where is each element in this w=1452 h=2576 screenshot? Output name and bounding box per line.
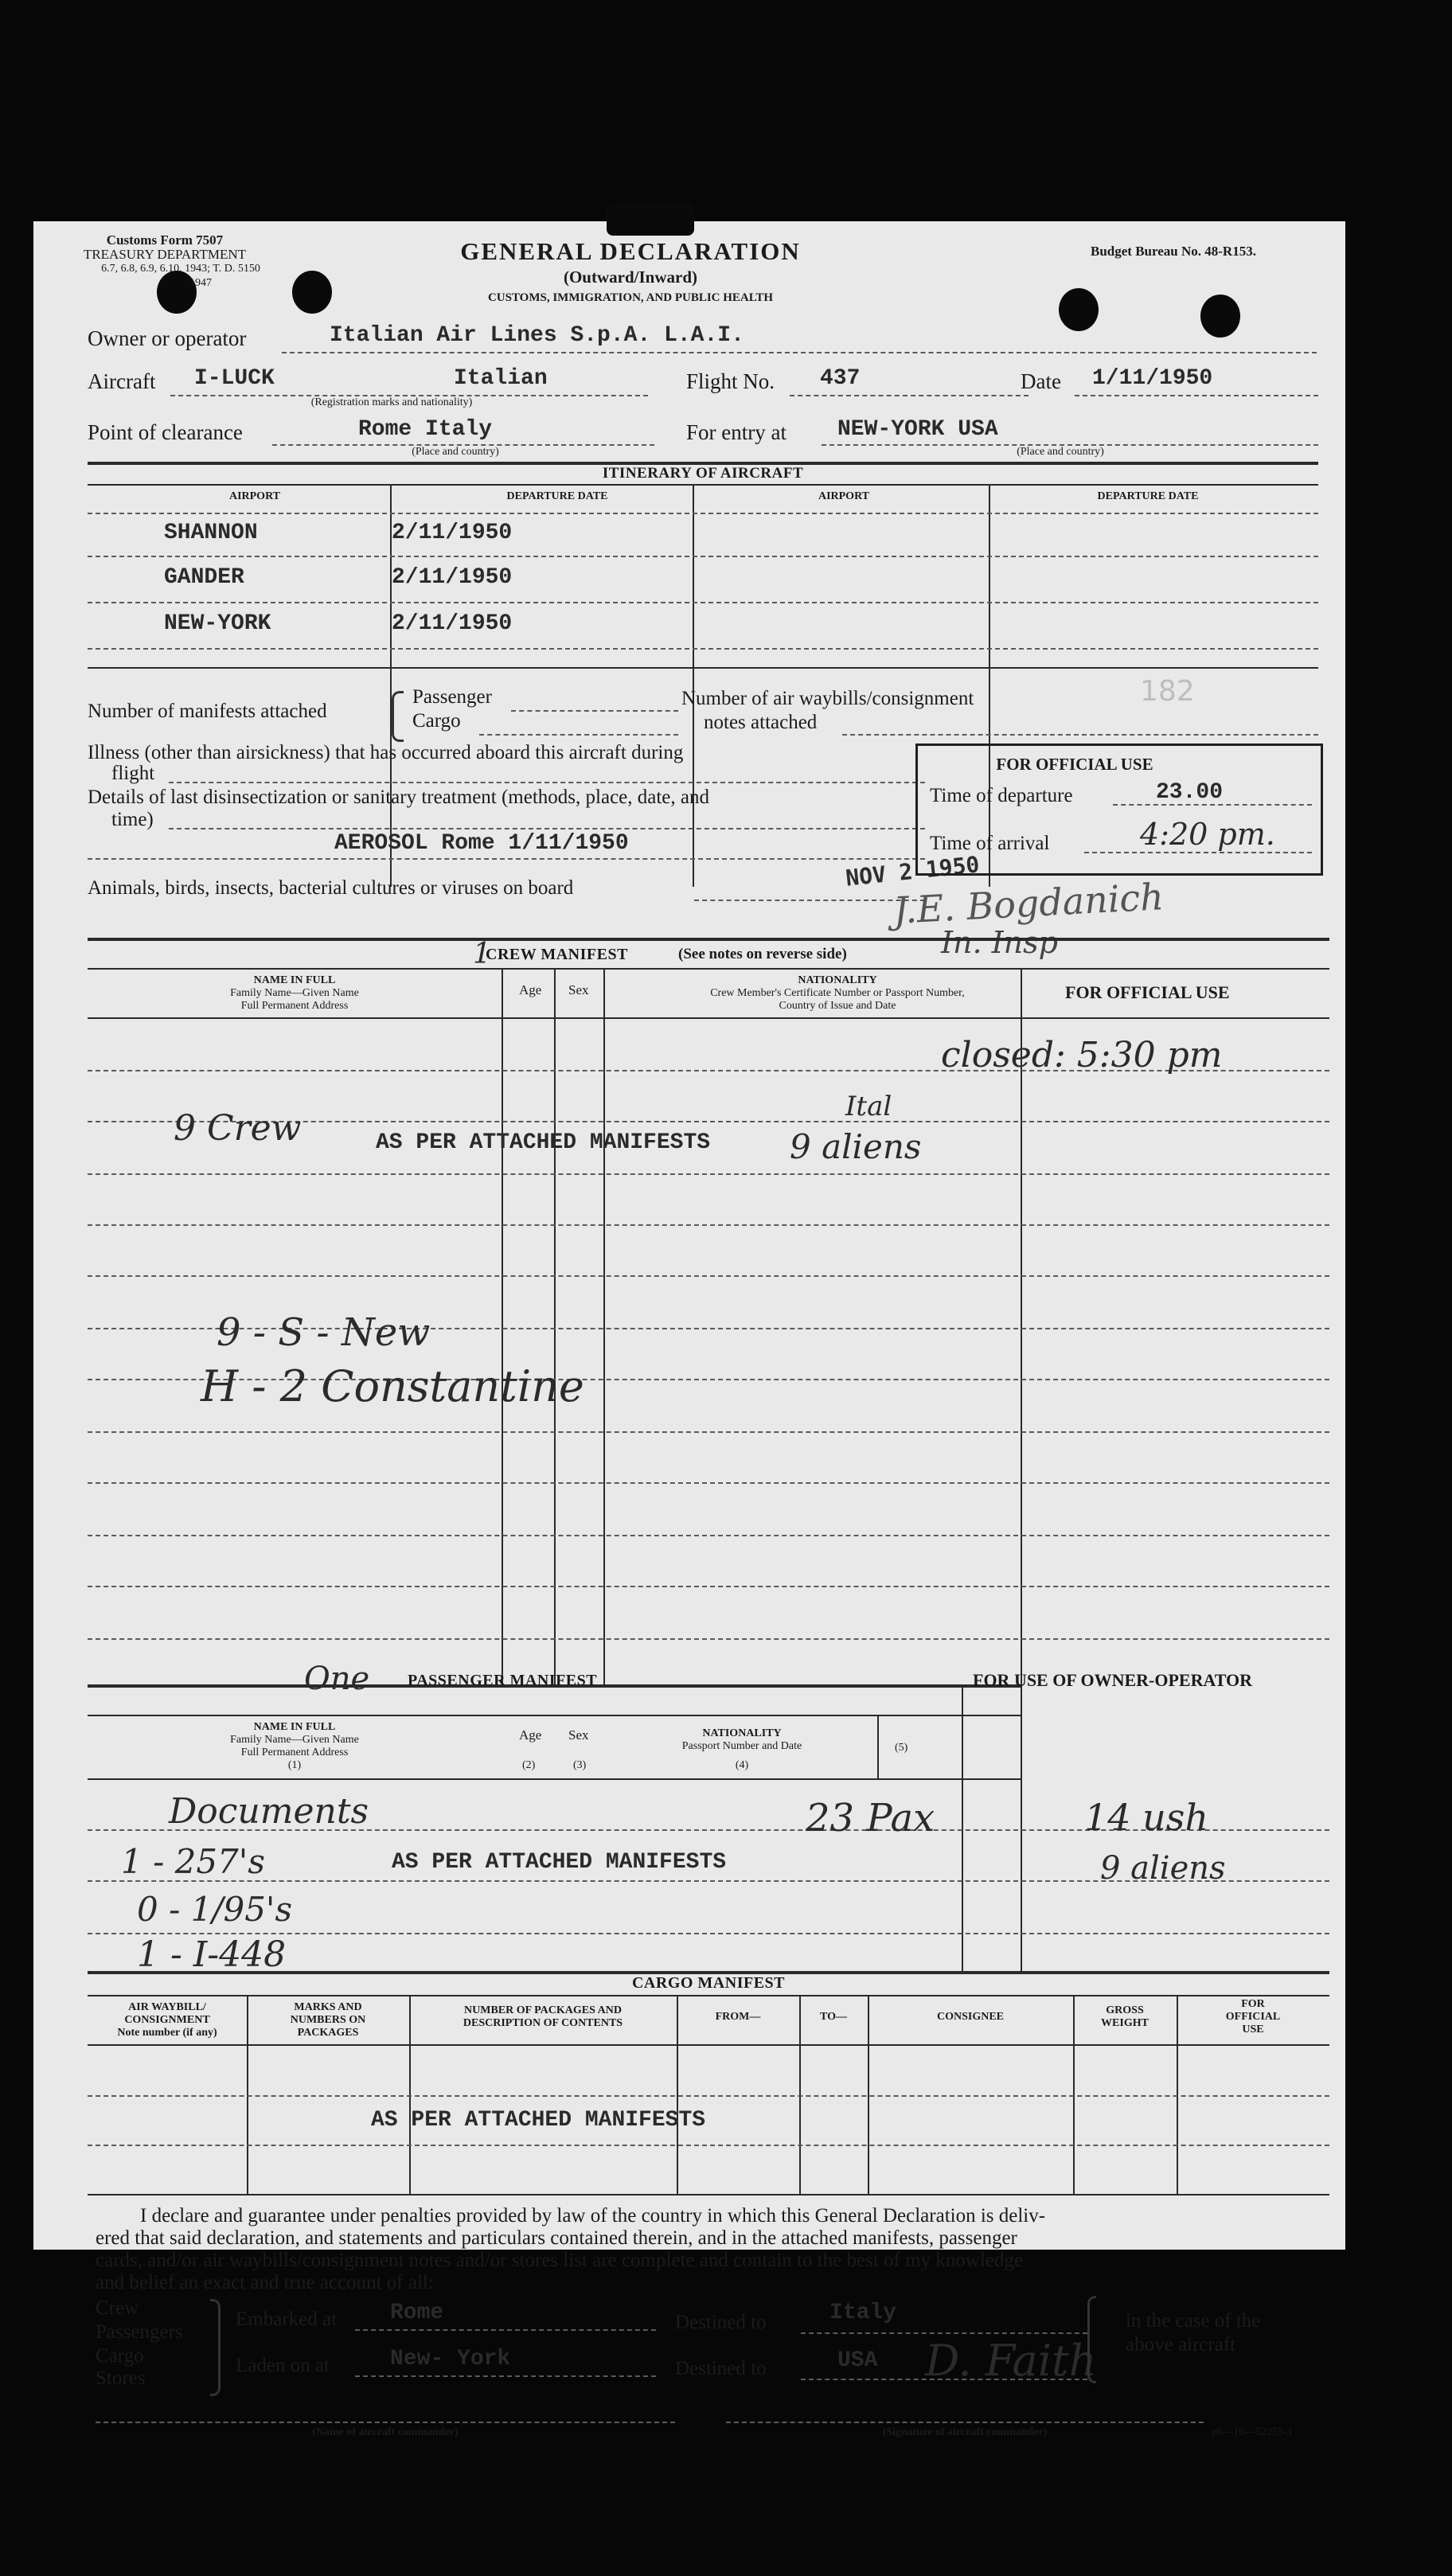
disinsect-line [169, 828, 925, 829]
itinerary-date: 2/11/1950 [392, 565, 513, 590]
commander-signature: D. Faith [925, 2336, 1097, 2386]
crew-h-name: NAME IN FULL [253, 974, 336, 986]
itinerary-header-airport-2: AIRPORT [818, 490, 870, 502]
destined-label: Destined to [675, 2312, 767, 2333]
itinerary-date: 2/11/1950 [392, 611, 513, 636]
owner-line [282, 352, 1317, 353]
owner-value: Italian Air Lines S.p.A. L.A.I. [330, 323, 744, 348]
animals-label: Animals, birds, insects, bacterial cultures or viruses on board [88, 877, 574, 899]
owner-label: Owner or operator [88, 326, 247, 350]
footer-case: in the case of the [1126, 2310, 1261, 2332]
passenger-owner-divider [962, 1684, 963, 1971]
cargo-title: CARGO MANIFEST [631, 1974, 785, 1992]
form-year: 1947 [189, 277, 212, 289]
aircraft-registration: I-LUCK [194, 366, 275, 391]
inspector-title: In. Insp [941, 925, 1058, 960]
itinerary-airport: GANDER [164, 565, 244, 590]
crew-h-age: Age [519, 982, 542, 997]
entry-value: NEW-YORK USA [837, 417, 998, 442]
form-refs: 6.7, 6.8, 6.9, 6.10, 1943; T. D. 5150 [101, 263, 260, 275]
destined-value-2: USA [837, 2348, 878, 2373]
stamp-number: 182 [1140, 675, 1195, 708]
waybills-line [842, 734, 1318, 736]
crew-col-divider [554, 968, 556, 1684]
crew-h-nat-3: Country of Issue and Date [779, 1000, 896, 1012]
itinerary-airport: NEW-YORK [164, 611, 271, 636]
entry-caption: (Place and country) [1017, 446, 1104, 458]
passenger-subheader-rule [88, 1778, 1021, 1780]
cargo-row-line [88, 2145, 1329, 2146]
itinerary-header-rule [88, 484, 1318, 486]
footer-passengers: Passengers [96, 2321, 183, 2343]
passenger-ush-hand: 14 ush [1084, 1796, 1209, 1839]
form-subtitle: (Outward/Inward) [563, 267, 697, 287]
passenger-aliens-hand: 9 aliens [1100, 1850, 1226, 1887]
crew-count-hand: 9 Crew [174, 1108, 302, 1149]
crew-note-hand-2: H - 2 Constantine [201, 1361, 584, 1411]
passenger-h-sex-num: (3) [573, 1759, 587, 1771]
manifests-line [479, 734, 678, 736]
crew-col-divider [603, 968, 605, 1684]
crew-h-name-3: Full Permanent Address [240, 1000, 349, 1012]
itinerary-row-line [88, 602, 1318, 603]
cargo-row-line [88, 2095, 1329, 2097]
crew-row-line [88, 1535, 1329, 1536]
crew-top-rule [88, 938, 1329, 941]
itinerary-row-line [88, 513, 1318, 514]
passenger-header-rule [88, 1715, 1021, 1716]
crew-typed-note: AS PER ATTACHED MANIFESTS [376, 1130, 711, 1155]
passenger-h-5: (5) [895, 1742, 908, 1754]
arrival-line [1084, 852, 1312, 853]
departure-time: 23.00 [1156, 780, 1224, 805]
passenger-count: One [304, 1661, 370, 1697]
destined-value: Italy [829, 2301, 897, 2325]
treasury-dept: TREASURY DEPARTMENT [83, 247, 247, 262]
passenger-h-nat-num: (4) [735, 1759, 749, 1771]
date-stamp: NOV 2 1950 [844, 851, 981, 892]
animals-line [694, 900, 925, 901]
punch-hole [1059, 288, 1099, 331]
itinerary-airport: SHANNON [164, 521, 258, 545]
embarked-line [355, 2329, 656, 2331]
declaration-text-2: ered that said declaration, and statements and particulars contained therein, and in the attached manifests, passenger [96, 2227, 1017, 2249]
clearance-label: Point of clearance [88, 420, 243, 444]
destined-line [801, 2332, 1087, 2334]
date-value: 1/11/1950 [1092, 366, 1213, 391]
footer-brace-2 [1087, 2296, 1096, 2383]
disinsect-label-2: time) [111, 809, 154, 830]
form-title: GENERAL DECLARATION [460, 237, 801, 265]
crew-row-line [88, 1638, 1329, 1640]
disinsect-line-2 [88, 858, 925, 860]
official-use-title: FOR OFFICIAL USE [996, 755, 1153, 774]
declaration-text-4: and belief an exact and true account of all: [96, 2272, 434, 2293]
aircraft-nationality: Italian [454, 366, 548, 391]
declaration-text: I declare and guarantee under penalties provided by law of the country in which this General Declaration is deliv- [140, 2205, 1046, 2227]
print-code: e6—16—52255-1 [1212, 2426, 1293, 2438]
crew-h-nat: NATIONALITY [798, 974, 877, 986]
clearance-caption: (Place and country) [412, 446, 499, 458]
destined-label-2: Destined to [675, 2358, 767, 2379]
cargo-h-from: FROM— [715, 2011, 761, 2023]
crew-row-line [88, 1173, 1329, 1175]
crew-nationality-hand: Ital [845, 1091, 892, 1122]
waybills-label-2: notes attached [704, 712, 818, 733]
commander-name-caption: (Name of aircraft commander) [312, 2426, 459, 2438]
cargo-h-waybill: AIR WAYBILL/ CONSIGNMENT Note number (if any) [117, 2001, 217, 2039]
destined-line-2 [801, 2379, 1087, 2380]
passenger-195-hand: 0 - 1/95's [137, 1890, 293, 1929]
footer-brace [210, 2299, 221, 2396]
crew-h-name-2: Family Name—Given Name [230, 987, 359, 999]
crew-col-divider [502, 968, 503, 1684]
crew-official-title: FOR OFFICIAL USE [1065, 982, 1230, 1002]
inspector-signature: J.E. Bogdanich [892, 875, 1165, 932]
footer-case-2: above aircraft [1126, 2334, 1236, 2355]
commander-sig-line [726, 2422, 1204, 2423]
departure-label: Time of departure [930, 785, 1073, 806]
illness-label: Illness (other than airsickness) that has occurred aboard this aircraft during [88, 742, 684, 763]
passenger-h-age-num: (2) [522, 1759, 536, 1771]
passenger-documents-hand: Documents [169, 1791, 369, 1832]
crew-subheader-rule [88, 1017, 1329, 1019]
itinerary-header-date-2: DEPARTURE DATE [1097, 490, 1199, 502]
cargo-h-packages: NUMBER OF PACKAGES AND DESCRIPTION OF CONTENTS [463, 2004, 623, 2029]
cargo-h-official: FOR OFFICIAL USE [1225, 1998, 1281, 2035]
cargo-header-rule [88, 1995, 1329, 1996]
punch-hole [607, 204, 694, 236]
passenger-h-age: Age [519, 1727, 542, 1743]
aircraft-caption: (Registration marks and nationality) [310, 396, 473, 408]
cargo-bottom-rule [88, 2194, 1329, 2195]
crew-header-rule [88, 968, 1329, 970]
passenger-h-nat-2: Passport Number and Date [681, 1740, 802, 1752]
passenger-pax-hand: 23 Pax [806, 1796, 935, 1840]
manifests-line [511, 710, 678, 712]
cargo-h-marks: MARKS AND NUMBERS ON PACKAGES [290, 2001, 366, 2039]
disinsect-value: AEROSOL Rome 1/11/1950 [334, 831, 629, 856]
footer-cargo: Cargo [96, 2345, 144, 2367]
crew-aliens-hand: 9 aliens [790, 1127, 922, 1166]
passenger-h-name: NAME IN FULL [253, 1721, 336, 1733]
itinerary-header-date: DEPARTURE DATE [506, 490, 608, 502]
cargo-h-weight: GROSS WEIGHT [1101, 2004, 1149, 2029]
passenger-col-divider [877, 1715, 879, 1778]
crew-title-note: (See notes on reverse side) [678, 946, 847, 962]
crew-count: 1 [473, 938, 491, 970]
crew-title: CREW MANIFEST [486, 946, 628, 963]
itinerary-row-line [88, 648, 1318, 650]
date-line [1075, 395, 1318, 396]
illness-label-2: flight [111, 763, 155, 784]
footer-stores: Stores [96, 2367, 146, 2389]
cargo-typed-note: AS PER ATTACHED MANIFESTS [371, 2108, 706, 2133]
disinsect-label: Details of last disinsectization or sanitary treatment (methods, place, date, and [88, 786, 709, 808]
itinerary-bottom-rule [88, 667, 1318, 669]
laden-label: Laden on at [236, 2355, 330, 2376]
passenger-h-name-2: Family Name—Given Name [230, 1734, 359, 1746]
crew-row-line [88, 1275, 1329, 1277]
passenger-title: PASSENGER MANIFEST [408, 1672, 598, 1689]
flight-number: 437 [820, 366, 861, 391]
passenger-h-sex: Sex [568, 1727, 589, 1743]
aircraft-label: Aircraft [88, 369, 156, 393]
waybills-label: Number of air waybills/consignment [681, 688, 974, 709]
punch-hole [1200, 295, 1240, 338]
budget-bureau: Budget Bureau No. 48-R153. [1091, 244, 1256, 259]
footer-crew: Crew [96, 2297, 139, 2319]
embarked-label: Embarked at [236, 2309, 338, 2330]
commander-sig-caption: (Signature of aircraft commander) [882, 2426, 1048, 2438]
itinerary-date: 2/11/1950 [392, 521, 513, 545]
crew-row-line [88, 1431, 1329, 1433]
cargo-h-consignee: CONSIGNEE [936, 2011, 1005, 2023]
crew-row-line [88, 1586, 1329, 1587]
flight-label: Flight No. [686, 369, 775, 393]
passenger-i448-hand: 1 - I-448 [137, 1934, 287, 1975]
passenger-257-hand: 1 - 257's [121, 1842, 265, 1881]
cargo-h-to: TO— [820, 2011, 847, 2023]
manifests-brace [392, 691, 404, 742]
passenger-h-name-num: (1) [287, 1759, 302, 1771]
crew-row-line [88, 1482, 1329, 1484]
crew-h-nat-2: Crew Member's Certificate Number or Passport Number, [710, 987, 965, 999]
crew-row-line [88, 1224, 1329, 1226]
arrival-time: 4:20 pm. [1140, 817, 1275, 852]
form-subtitle-2: CUSTOMS, IMMIGRATION, AND PUBLIC HEALTH [487, 291, 774, 304]
form-number: Customs Form 7507 [106, 232, 224, 248]
itinerary-col-divider [693, 484, 694, 887]
crew-note-hand: 9 - S - New [217, 1310, 431, 1355]
commander-name-line [96, 2422, 675, 2423]
arrival-label: Time of arrival [930, 833, 1050, 854]
date-label: Date [1021, 369, 1061, 393]
manifests-cargo: Cargo [412, 710, 461, 732]
declaration-form [33, 221, 1345, 2293]
crew-h-sex: Sex [568, 982, 589, 997]
manifests-label: Number of manifests attached [88, 701, 327, 722]
illness-line [169, 782, 925, 783]
cargo-subheader-rule [88, 2044, 1329, 2046]
laden-value: New- York [390, 2347, 511, 2371]
passenger-typed-note: AS PER ATTACHED MANIFESTS [392, 1850, 727, 1875]
itinerary-title: ITINERARY OF AIRCRAFT [602, 465, 804, 482]
passenger-h-name-3: Full Permanent Address [240, 1747, 349, 1758]
itinerary-header-airport: AIRPORT [228, 490, 281, 502]
clearance-value: Rome Italy [358, 417, 493, 442]
crew-closed-note: closed: 5:30 pm [941, 1035, 1223, 1075]
laden-line [355, 2375, 656, 2377]
punch-hole [292, 271, 332, 314]
manifests-passenger: Passenger [412, 686, 492, 708]
declaration-text-3: cards, and/or air waybills/consignment notes and/or stores list are complete and contain to the best of my knowledge [96, 2250, 1023, 2271]
passenger-h-nat: NATIONALITY [702, 1727, 782, 1739]
embarked-value: Rome [390, 2301, 444, 2325]
owner-use-title: FOR USE OF OWNER-OPERATOR [973, 1670, 1253, 1690]
itinerary-row-line [88, 556, 1318, 557]
entry-label: For entry at [686, 420, 786, 444]
flight-line [790, 395, 1028, 396]
crew-col-divider [1021, 968, 1022, 1971]
